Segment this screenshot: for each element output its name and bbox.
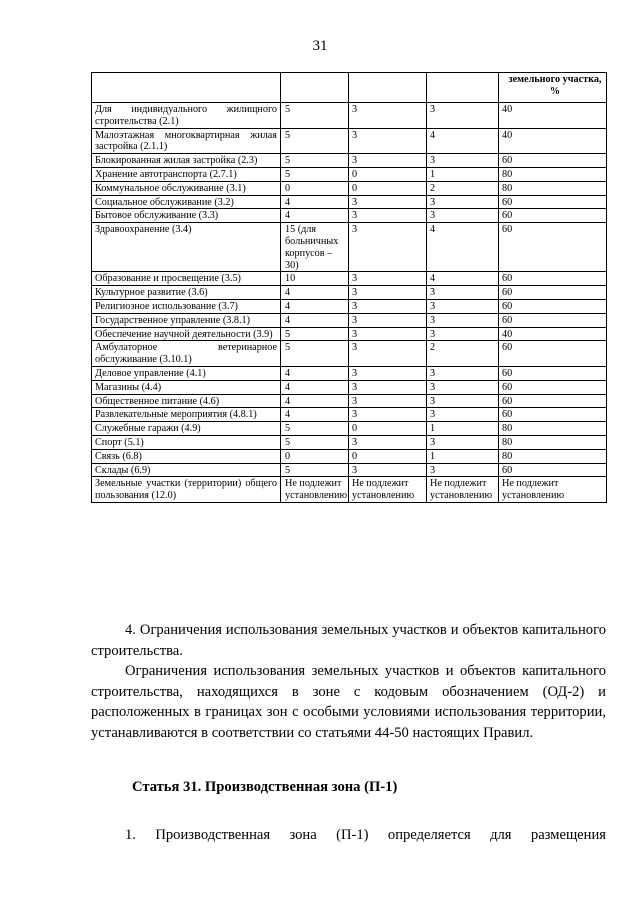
table-row: [92, 103, 607, 129]
table-row: [92, 154, 607, 168]
table-cell-c3: 1: [427, 422, 499, 436]
table-cell-c1: 5: [281, 167, 349, 181]
table-cell-c1: 0: [281, 181, 349, 195]
table-cell-c1: 5: [281, 422, 349, 436]
table-cell-c1: 4: [281, 366, 349, 380]
table-cell-c3: 3: [427, 463, 499, 477]
table-cell-c4: 60: [499, 154, 607, 168]
table-cell-c4: 40: [499, 128, 607, 154]
table-cell-c3: 2: [427, 181, 499, 195]
table-cell-c3: 4: [427, 223, 499, 272]
page-number: 31: [312, 38, 328, 54]
table-cell-c1: 5: [281, 327, 349, 341]
table-cell-use-type: Развлекательные мероприятия (4.8.1): [92, 408, 281, 422]
table-cell-c2: 3: [349, 341, 427, 367]
table-row: [92, 313, 607, 327]
table-row: [92, 286, 607, 300]
table-cell-use-type: Общественное питание (4.6): [92, 394, 281, 408]
table-cell-use-type: Служебные гаражи (4.9): [92, 422, 281, 436]
table-row: [92, 422, 607, 436]
table-cell-c2: 3: [349, 408, 427, 422]
table-cell-c4: 60: [499, 463, 607, 477]
table-cell-c3: 3: [427, 154, 499, 168]
table-cell-c3: 3: [427, 408, 499, 422]
table-cell-c4: 40: [499, 103, 607, 129]
table-cell-c3: 3: [427, 195, 499, 209]
table-cell-c3: 3: [427, 299, 499, 313]
table-cell-c2: 0: [349, 422, 427, 436]
table-cell-c1: 5: [281, 103, 349, 129]
zone-parameters-table: [91, 72, 607, 503]
table-cell-c2: 3: [349, 195, 427, 209]
table-cell-use-type: Малоэтажная многоквартирная жилая застройка (2.1.1): [92, 128, 281, 154]
table-cell-c3: 3: [427, 366, 499, 380]
table-cell-c1: 0: [281, 449, 349, 463]
table-cell-c3: 3: [427, 327, 499, 341]
table-cell-c4: 60: [499, 394, 607, 408]
table-row: [92, 181, 607, 195]
table-cell-c2: 3: [349, 394, 427, 408]
table-cell-c4: 80: [499, 435, 607, 449]
paragraph-production-zone: 1. Производственная зона (П-1) определяется для размещения: [125, 827, 606, 843]
table-cell-c1: 5: [281, 435, 349, 449]
table-cell-use-type: Религиозное использование (3.7): [92, 299, 281, 313]
table-cell-c3: 2: [427, 341, 499, 367]
table-cell-c4: 80: [499, 181, 607, 195]
table-cell-c3: 3: [427, 435, 499, 449]
table-cell-c4: 60: [499, 313, 607, 327]
table-cell-use-type: Культурное развитие (3.6): [92, 286, 281, 300]
table-cell-use-type: Склады (6.9): [92, 463, 281, 477]
paragraph-restrictions-body: Ограничения использования земельных участков и объектов капитального строительства, находящихся в зоне с кодовым обозначением (ОД-2) и расположенных в границах зон с особыми условиями использования территории, устанавливаются в соответствии со статьями 44-50 настоящих Правил.: [91, 663, 606, 741]
table-row: [92, 408, 607, 422]
table-row: [92, 435, 607, 449]
table-cell-c2: 3: [349, 272, 427, 286]
table-cell-c4: 60: [499, 408, 607, 422]
article-heading: Статья 31. Производственная зона (П-1): [132, 779, 398, 795]
table-cell-c1: 5: [281, 154, 349, 168]
table-cell-c2: 3: [349, 223, 427, 272]
table-cell-c4: Не подлежит установлению: [499, 477, 607, 503]
table-cell-c1: 5: [281, 463, 349, 477]
table-cell-c4: 60: [499, 366, 607, 380]
table-cell-c1: 4: [281, 286, 349, 300]
table-cell-c2: 0: [349, 181, 427, 195]
table-cell-c2: 3: [349, 299, 427, 313]
table-cell-c2: 3: [349, 327, 427, 341]
table-row: [92, 327, 607, 341]
table-cell-c2: 3: [349, 209, 427, 223]
table-cell-use-type: Образование и просвещение (3.5): [92, 272, 281, 286]
table-cell-c1: 10: [281, 272, 349, 286]
table-row: [92, 128, 607, 154]
table-cell-c1: 4: [281, 299, 349, 313]
table-cell-c1: 5: [281, 341, 349, 367]
table-row: [92, 394, 607, 408]
table-cell-c2: 3: [349, 103, 427, 129]
table-cell-use-type: Обеспечение научной деятельности (3.9): [92, 327, 281, 341]
table-cell-c1: 4: [281, 313, 349, 327]
table-row: [92, 272, 607, 286]
table-cell-c2: 3: [349, 366, 427, 380]
table-cell-use-type: Хранение автотранспорта (2.7.1): [92, 167, 281, 181]
table-cell-c3: 3: [427, 103, 499, 129]
table-cell-c1: 4: [281, 394, 349, 408]
table-row: [92, 209, 607, 223]
table-cell-c3: 3: [427, 313, 499, 327]
table-cell-c2: 0: [349, 449, 427, 463]
table-cell-use-type: Государственное управление (3.8.1): [92, 313, 281, 327]
table-cell-c4: 40: [499, 327, 607, 341]
table-cell-c4: 60: [499, 272, 607, 286]
table-cell-use-type: Социальное обслуживание (3.2): [92, 195, 281, 209]
table-row: [92, 449, 607, 463]
table-row: [92, 341, 607, 367]
table-row: [92, 299, 607, 313]
table-cell-use-type: Связь (6.8): [92, 449, 281, 463]
table-cell-use-type: Земельные участки (территории) общего пользования (12.0): [92, 477, 281, 503]
table-cell-use-type: Магазины (4.4): [92, 380, 281, 394]
table-cell-c2: 3: [349, 313, 427, 327]
table-cell-c4: 60: [499, 195, 607, 209]
table-cell-c4: 80: [499, 449, 607, 463]
table-cell-c2: 3: [349, 154, 427, 168]
table-row: [92, 477, 607, 503]
table-cell-c2: 3: [349, 128, 427, 154]
table-cell-use-type: Спорт (5.1): [92, 435, 281, 449]
table-cell-c1: 5: [281, 128, 349, 154]
table-cell-c4: 80: [499, 167, 607, 181]
table-cell-c3: 3: [427, 209, 499, 223]
table-cell-use-type: Коммунальное обслуживание (3.1): [92, 181, 281, 195]
table-cell-c1: 15 (для больничных корпусов – 30): [281, 223, 349, 272]
table-cell-c3: 4: [427, 272, 499, 286]
table-row: [92, 463, 607, 477]
table-cell-c3: 3: [427, 380, 499, 394]
table-cell-c3: Не подлежит установлению: [427, 477, 499, 503]
table-cell-use-type: Для индивидуального жилищного строительства (2.1): [92, 103, 281, 129]
table-cell-use-type: Деловое управление (4.1): [92, 366, 281, 380]
table-cell-use-type: Амбулаторное ветеринарное обслуживание (3.10.1): [92, 341, 281, 367]
table-cell-c4: 60: [499, 341, 607, 367]
paragraph-restrictions-title: 4. Ограничения использования земельных участков и объектов капитального строительства.: [91, 622, 606, 659]
table-cell-c3: 3: [427, 394, 499, 408]
table-cell-c2: 3: [349, 380, 427, 394]
table-row: [92, 380, 607, 394]
table-cell-c1: 4: [281, 408, 349, 422]
table-cell-c4: 60: [499, 380, 607, 394]
table-header-row: [92, 73, 607, 103]
table-cell-c2: 3: [349, 286, 427, 300]
table-cell-c1: 4: [281, 380, 349, 394]
table-row: [92, 223, 607, 272]
table-cell-c4: 60: [499, 299, 607, 313]
table-cell-c1: 4: [281, 195, 349, 209]
table-cell-c2: Не подлежит установлению: [349, 477, 427, 503]
table-cell-use-type: Здравоохранение (3.4): [92, 223, 281, 272]
table-cell-c3: 4: [427, 128, 499, 154]
table-cell-c4: 60: [499, 223, 607, 272]
table-cell-c2: 3: [349, 463, 427, 477]
table-cell-use-type: Бытовое обслуживание (3.3): [92, 209, 281, 223]
table-row: [92, 195, 607, 209]
table-cell-c2: 3: [349, 435, 427, 449]
header-land-plot-percent: земельного участка, %: [499, 73, 607, 103]
table-row: [92, 167, 607, 181]
table-cell-c1: 4: [281, 209, 349, 223]
table-cell-c3: 3: [427, 286, 499, 300]
table-cell-c3: 1: [427, 449, 499, 463]
table-cell-c1: Не подлежит установлению: [281, 477, 349, 503]
table-cell-c2: 0: [349, 167, 427, 181]
table-cell-use-type: Блокированная жилая застройка (2.3): [92, 154, 281, 168]
table-cell-c3: 1: [427, 167, 499, 181]
table-cell-c4: 60: [499, 209, 607, 223]
table-row: [92, 366, 607, 380]
table-cell-c4: 80: [499, 422, 607, 436]
table-cell-c4: 60: [499, 286, 607, 300]
